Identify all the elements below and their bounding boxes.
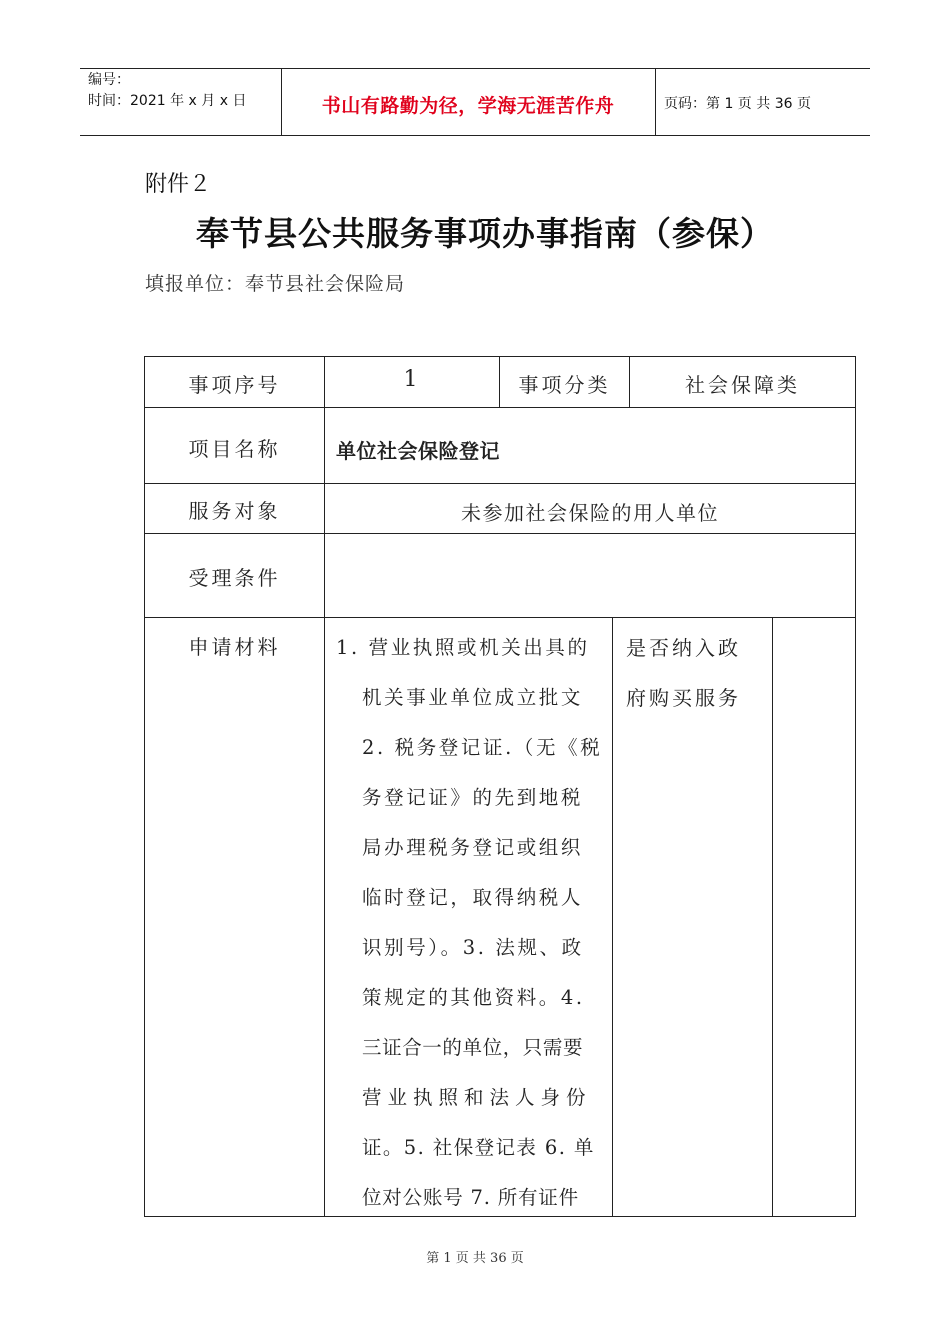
table-rule [144, 407, 856, 408]
table-rule [144, 356, 856, 357]
table-rule [144, 1216, 856, 1217]
header-bottom-rule [80, 135, 870, 136]
header-top-rule [80, 68, 870, 69]
attachment-label: 附件２ [145, 172, 212, 197]
filler-unit: 填报单位：奉节县社会保险局 [145, 273, 406, 295]
materials-line: 识别号）。3. 法规、政 [362, 936, 584, 959]
target-label: 服务对象 [188, 499, 281, 523]
materials-line: 策规定的其他资料。4. [362, 986, 585, 1009]
table-rule [855, 356, 856, 1217]
header-divider-right [655, 68, 656, 136]
header-motto: 书山有路勤为径，学海无涯苦作舟 [321, 95, 615, 117]
gov-purchase-line: 府购买服务 [626, 686, 741, 710]
materials-line: 局办理税务登记或组织 [362, 836, 584, 859]
target-value: 未参加社会保险的用人单位 [461, 501, 719, 525]
item-no-value: 1 [403, 367, 421, 392]
table-rule [324, 356, 325, 1217]
page-footer: 第 1 页 共 36 页 [426, 1251, 524, 1266]
project-label: 项目名称 [188, 437, 281, 461]
table-rule [144, 356, 145, 1217]
materials-line: 证。5. 社保登记表 6. 单 [362, 1136, 595, 1159]
page-title: 奉节县公共服务事项办事指南（参保） [196, 214, 774, 253]
category-label: 事项分类 [518, 373, 611, 397]
header-meta [88, 70, 246, 112]
project-value: 单位社会保险登记 [336, 439, 500, 463]
document-number: 编号： [88, 72, 130, 88]
condition-label: 受理条件 [188, 566, 281, 590]
materials-line: 2. 税务登记证.（无《税 [362, 736, 603, 759]
materials-line: 三证合一的单位，只需要 [362, 1036, 584, 1059]
gov-purchase-line: 是否纳入政 [626, 636, 741, 660]
item-no-label: 事项序号 [188, 373, 281, 397]
materials-line: 营业执照和法人身份 [362, 1086, 592, 1109]
materials-line: 临时登记，取得纳税人 [362, 886, 584, 909]
table-rule [772, 617, 773, 1217]
table-rule [144, 617, 856, 618]
materials-line: 务登记证》的先到地税 [362, 786, 584, 809]
materials-line: 位对公账号 7. 所有证件 [362, 1186, 579, 1209]
table-rule [144, 483, 856, 484]
table-rule [612, 617, 613, 1217]
document-date: 时间：2021 年 x 月 x 日 [88, 93, 247, 109]
materials-line: 1. 营业执照或机关出具的 [336, 636, 590, 659]
header-page-number: 页码：第 1 页 共 36 页 [664, 96, 811, 112]
materials-line: 机关事业单位成立批文 [362, 686, 584, 709]
materials-label: 申请材料 [188, 635, 281, 659]
table-rule [144, 533, 856, 534]
category-value: 社会保障类 [685, 373, 800, 397]
